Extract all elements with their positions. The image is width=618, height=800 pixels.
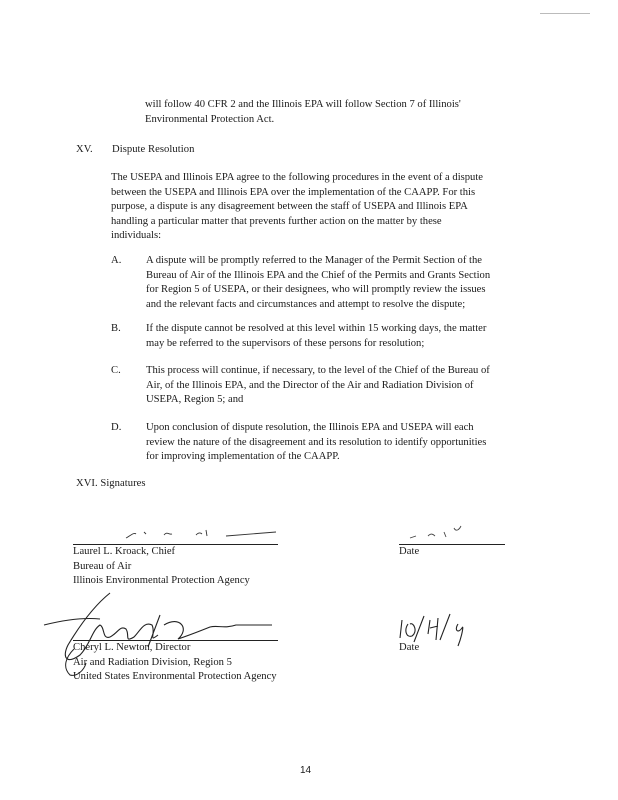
- paragraph-line: and the relevant facts and circumstances and attempt to resolve the dispute;: [146, 298, 466, 310]
- section-xvi-title: XVI. Signatures: [76, 478, 146, 489]
- section-xv-number: XV.: [76, 144, 93, 155]
- signatory-name: Laurel L. Kroack, Chief: [73, 546, 176, 557]
- paragraph-line: purpose, a dispute is any disagreement between the staff of USEPA and Illinois EPA: [111, 201, 468, 213]
- signatory-line: Air and Radiation Division, Region 5: [73, 656, 232, 668]
- signatory-line: United States Environmental Protection Agency: [73, 671, 277, 683]
- signatory-line: Bureau of Air: [73, 560, 132, 572]
- paragraph-line: Air, of the Illinois EPA, and the Director of the Air and Radiation Division of: [146, 379, 474, 391]
- item-d-letter: D.: [111, 422, 122, 433]
- item-c-letter: C.: [111, 365, 121, 376]
- item-b-letter: B.: [111, 323, 121, 334]
- paragraph-line: will follow 40 CFR 2 and the Illinois EPA will follow Section 7 of Illinois': [145, 99, 461, 110]
- paragraph-line: individuals:: [111, 230, 162, 242]
- paragraph-line: If the dispute cannot be resolved at this level within 15 working days, the matter: [146, 323, 487, 334]
- signature-kroack: [106, 510, 286, 546]
- paragraph-line: for Region 5 of USEPA, or their designees, who will promptly review the issues: [146, 284, 486, 296]
- date-label: Date: [399, 642, 420, 653]
- page-number: 14: [300, 765, 312, 776]
- paragraph-line: handling a particular matter that prevents further action on the matter by these: [111, 215, 442, 227]
- item-d-text: [146, 421, 486, 465]
- item-b-text: [146, 322, 486, 351]
- paragraph-line: Bureau of Air of the Illinois EPA and the Chief of the Permits and Grants Section: [146, 269, 491, 281]
- paragraph-line: for improving implementation of the CAAPP.: [146, 451, 340, 463]
- paragraph-line: This process will continue, if necessary, to the level of the Chief of the Bureau of: [146, 365, 490, 376]
- paragraph-line: between the USEPA and Illinois EPA over the implementation of the CAAPP. For this: [111, 186, 476, 198]
- paragraph-line: may be referred to the supervisors of these persons for resolution;: [146, 337, 425, 349]
- scan-mark: [540, 13, 590, 14]
- paragraph-line: Upon conclusion of dispute resolution, the Illinois EPA and USEPA will each: [146, 422, 474, 433]
- paragraph-line: USEPA, Region 5; and: [146, 394, 244, 406]
- signatory-name: Cheryl L. Newton, Director: [73, 642, 191, 653]
- paragraph-line: review the nature of the disagreement and its resolution to identify opportunities: [146, 436, 487, 448]
- signatory-2-block: [73, 641, 277, 685]
- item-c-text: [146, 364, 490, 408]
- continuation-paragraph: [145, 98, 461, 127]
- signatory-line: Illinois Environmental Protection Agency: [73, 575, 250, 587]
- paragraph-line: Environmental Protection Act.: [145, 113, 275, 125]
- item-a-letter: A.: [111, 255, 122, 266]
- signatory-1-block: [73, 545, 250, 589]
- section-xv-intro: [111, 171, 483, 244]
- date-label: Date: [399, 546, 420, 557]
- paragraph-line: The USEPA and Illinois EPA agree to the following procedures in the event of a dispute: [111, 172, 483, 183]
- item-a-text: [146, 254, 490, 312]
- section-xv-title: Dispute Resolution: [112, 144, 195, 155]
- date-mark-1: [404, 518, 484, 544]
- paragraph-line: A dispute will be promptly referred to the Manager of the Permit Section of the: [146, 255, 482, 266]
